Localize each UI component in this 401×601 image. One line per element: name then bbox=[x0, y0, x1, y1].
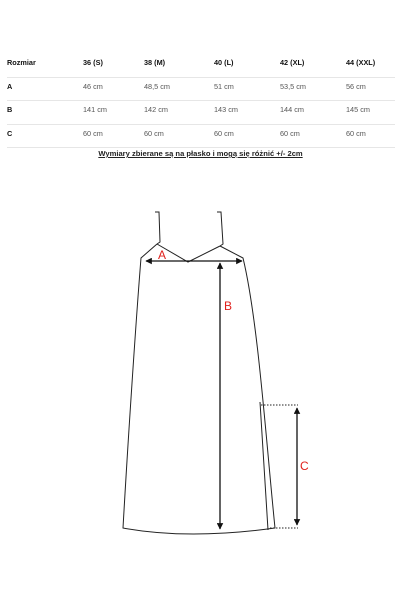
table-cell: 46 cm bbox=[83, 81, 103, 91]
header-38: 38 (M) bbox=[144, 58, 166, 67]
table-row-b bbox=[7, 101, 395, 125]
table-cell: 53,5 cm bbox=[280, 81, 306, 91]
row-label: B bbox=[7, 105, 13, 114]
dress-diagram bbox=[0, 195, 401, 545]
measure-b-label: B bbox=[224, 299, 233, 313]
table-cell: 141 cm bbox=[83, 105, 107, 114]
row-label: C bbox=[7, 128, 13, 138]
dress-body bbox=[123, 244, 275, 534]
table-row-a bbox=[7, 78, 395, 102]
header-size: Rozmiar bbox=[7, 58, 36, 67]
table-cell: 56 cm bbox=[346, 81, 366, 91]
table-cell: 60 cm bbox=[83, 128, 103, 138]
table-cell: 60 cm bbox=[280, 128, 300, 138]
table-cell: 144 cm bbox=[280, 105, 304, 114]
neckline bbox=[157, 244, 220, 262]
table-row-c bbox=[7, 125, 395, 149]
table-cell: 145 cm bbox=[346, 105, 370, 114]
size-table bbox=[7, 54, 395, 148]
header-36: 36 (S) bbox=[83, 58, 103, 67]
table-cell: 143 cm bbox=[214, 105, 238, 114]
header-40: 40 (L) bbox=[214, 58, 234, 67]
table-header-row bbox=[7, 54, 395, 78]
header-42: 42 (XL) bbox=[280, 58, 305, 67]
table-cell: 142 cm bbox=[144, 105, 168, 114]
table-cell: 48,5 cm bbox=[144, 81, 170, 91]
measure-a-label: A bbox=[158, 248, 167, 262]
table-cell: 60 cm bbox=[144, 128, 164, 138]
measure-c-label: C bbox=[300, 459, 309, 473]
row-label: A bbox=[7, 81, 13, 91]
table-cell: 60 cm bbox=[346, 128, 366, 138]
table-cell: 51 cm bbox=[214, 81, 234, 91]
right-strap bbox=[217, 212, 223, 246]
measurement-note: Wymiary zbierane są na płasko i mogą się różnić +/- 2cm bbox=[98, 149, 303, 158]
left-strap bbox=[155, 212, 160, 244]
table-cell: 60 cm bbox=[214, 128, 234, 138]
header-44: 44 (XXL) bbox=[346, 58, 376, 67]
side-slit bbox=[260, 402, 268, 530]
dress-outline bbox=[123, 212, 275, 534]
